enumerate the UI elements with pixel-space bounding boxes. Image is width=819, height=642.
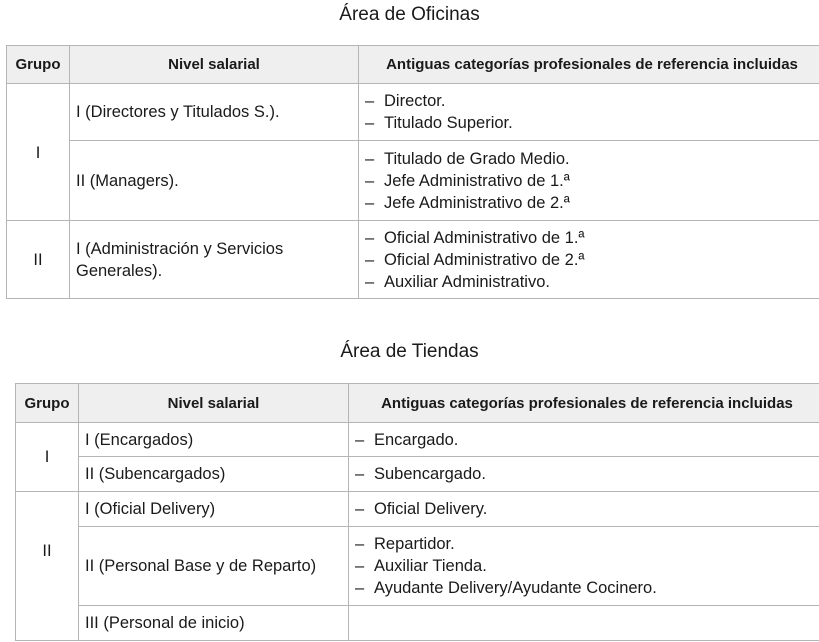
list-item: – Oficial Administrativo de 2.ª — [365, 249, 819, 271]
categorias-list — [365, 227, 819, 293]
categorias-cell — [349, 457, 819, 492]
list-item: – Auxiliar Administrativo. — [365, 271, 819, 293]
header-nivel-salarial: Nivel salarial — [70, 46, 359, 84]
categorias-list — [355, 498, 819, 520]
table-oficinas — [6, 45, 819, 299]
header-row — [7, 46, 819, 84]
table-row — [7, 221, 819, 299]
categorias-cell — [349, 423, 819, 457]
categorias-cell — [359, 221, 819, 299]
categorias-cell — [349, 492, 819, 527]
section-title-oficinas: Área de Oficinas — [339, 4, 480, 25]
categorias-cell — [359, 141, 819, 221]
table-row — [16, 606, 819, 641]
header-nivel-salarial: Nivel salarial — [79, 384, 349, 423]
grupo-cell: II — [16, 492, 79, 641]
nivel-cell: III (Personal de inicio) — [79, 606, 349, 641]
categorias-list — [355, 429, 819, 451]
table-row — [16, 492, 819, 527]
table-row — [7, 141, 819, 221]
header-grupo: Grupo — [7, 46, 70, 84]
table-row — [7, 84, 819, 141]
categorias-cell — [349, 606, 819, 641]
list-item: – Titulado de Grado Medio. — [365, 148, 819, 170]
categorias-cell — [349, 527, 819, 606]
categorias-list — [355, 463, 819, 485]
list-item: – Repartidor. — [355, 533, 819, 555]
header-grupo: Grupo — [16, 384, 79, 423]
list-item: – Jefe Administrativo de 1.ª — [365, 170, 819, 192]
header-categorias: Antiguas categorías profesionales de referencia incluidas — [349, 384, 819, 423]
list-item: – Oficial Delivery. — [355, 498, 819, 520]
nivel-cell: I (Encargados) — [79, 423, 349, 457]
list-item: – Ayudante Delivery/Ayudante Cocinero. — [355, 577, 819, 599]
list-item: – Auxiliar Tienda. — [355, 555, 819, 577]
header-row — [16, 384, 819, 423]
categorias-list — [365, 90, 819, 134]
categorias-list — [355, 533, 819, 599]
list-item: – Oficial Administrativo de 1.ª — [365, 227, 819, 249]
section-title-tiendas: Área de Tiendas — [340, 341, 479, 362]
list-item: – Director. — [365, 90, 819, 112]
header-categorias: Antiguas categorías profesionales de referencia incluidas — [359, 46, 819, 84]
table-row — [16, 423, 819, 457]
nivel-cell: I (Administración y Servicios Generales). — [70, 221, 359, 299]
grupo-cell: I — [7, 84, 70, 221]
nivel-cell: II (Personal Base y de Reparto) — [79, 527, 349, 606]
nivel-cell: I (Directores y Titulados S.). — [70, 84, 359, 141]
nivel-cell: I (Oficial Delivery) — [79, 492, 349, 527]
list-item: – Jefe Administrativo de 2.ª — [365, 192, 819, 214]
list-item: – Subencargado. — [355, 463, 819, 485]
list-item: – Encargado. — [355, 429, 819, 451]
table-tiendas — [15, 383, 819, 641]
nivel-cell: II (Subencargados) — [79, 457, 349, 492]
categorias-list — [365, 148, 819, 214]
grupo-cell: I — [16, 423, 79, 492]
grupo-cell: II — [7, 221, 70, 299]
categorias-cell — [359, 84, 819, 141]
table-row — [16, 527, 819, 606]
list-item: – Titulado Superior. — [365, 112, 819, 134]
table-row — [16, 457, 819, 492]
nivel-cell: II (Managers). — [70, 141, 359, 221]
